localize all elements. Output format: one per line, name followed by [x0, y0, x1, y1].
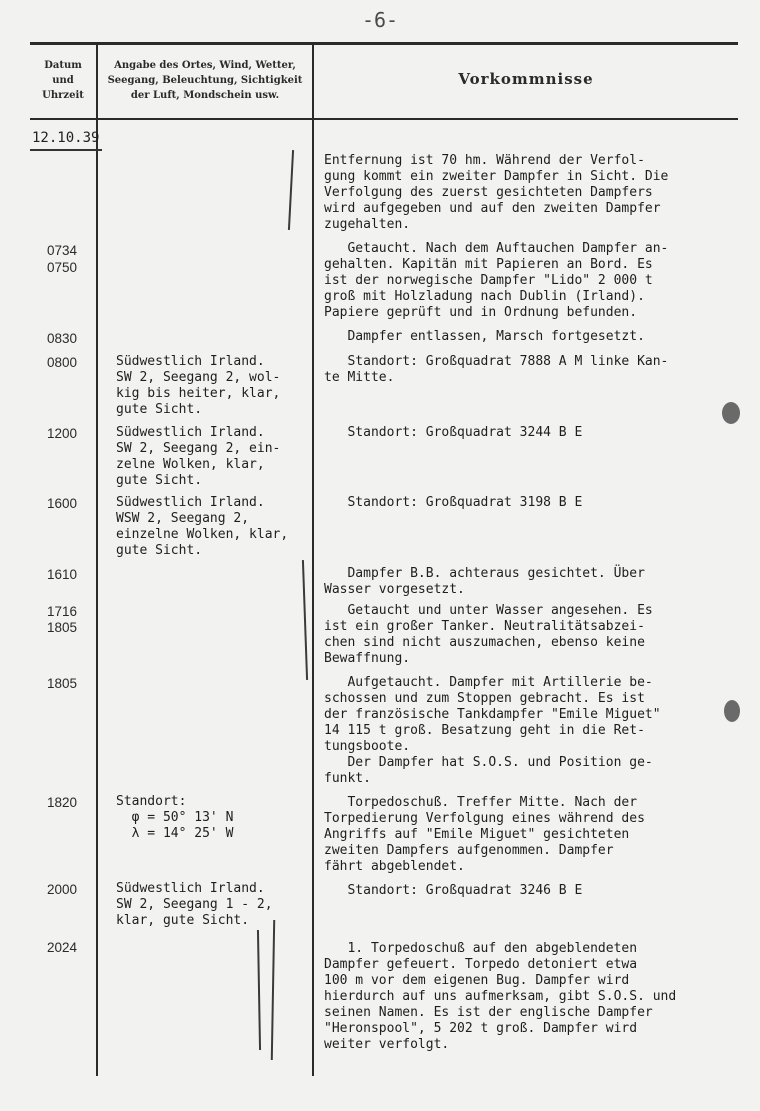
event-text: Entfernung ist 70 hm. Während der Verfol- gung kommt ein zweiter Dampfer in Sicht. Die Verfolgung des zuerst gesichteten Dampfers wird aufgegeben und auf den zweiten Dampfer zugehalten.: [324, 153, 669, 232]
location-weather-text: Südwestlich Irland. SW 2, Seegang 2, wol- kig bis heiter, klar, gute Sicht.: [116, 354, 281, 417]
pencil-stroke: [271, 920, 275, 1060]
column-divider-2: [312, 44, 314, 1076]
header-date-time: Datum und Uhrzeit: [42, 60, 84, 101]
entry-time: 1805: [47, 620, 78, 635]
entry-time: 1805: [47, 676, 78, 691]
pencil-stroke: [302, 560, 308, 680]
column-divider-1: [96, 44, 98, 1076]
punch-hole-mark: [722, 402, 740, 424]
event-text: Standort: Großquadrat 3198 B E: [324, 495, 583, 510]
entry-time: 1716: [47, 604, 78, 619]
location-weather-text: Südwestlich Irland. WSW 2, Seegang 2, einzelne Wolken, klar, gute Sicht.: [116, 495, 289, 558]
entry-time: 1200: [47, 426, 78, 441]
event-text: Standort: Großquadrat 3244 B E: [324, 425, 583, 440]
entry-time: 1610: [47, 567, 78, 582]
event-text: Getaucht. Nach dem Auftauchen Dampfer an- gehalten. Kapitän mit Papieren an Bord. Es ist der norwegische Dampfer "Lido" 2 000 t groß mit Holzladung nach Dublin (Irland). Papiere geprüft und in Ordnung befunden.: [324, 241, 669, 320]
entry-time: 0830: [47, 331, 78, 346]
log-date: 12.10.39: [32, 130, 100, 146]
event-text: Dampfer B.B. achteraus gesichtet. Über Wasser vorgesetzt.: [324, 566, 645, 597]
header-location-weather: Angabe des Ortes, Wind, Wetter, Seegang, Beleuchtung, Sichtigkeit der Luft, Mondschein usw.: [107, 60, 303, 101]
entry-time: 2000: [47, 882, 78, 897]
entry-time: 0734: [47, 243, 78, 258]
entry-time: 1600: [47, 496, 78, 511]
pencil-stroke: [257, 930, 261, 1050]
page-number: -6-: [361, 8, 399, 32]
header-events: Vorkommnisse: [458, 70, 594, 88]
table-top-rule: [30, 42, 738, 45]
entry-time: 0750: [47, 260, 78, 275]
location-weather-text: Standort: φ = 50° 13' N λ = 14° 25' W: [116, 794, 234, 841]
event-text: Dampfer entlassen, Marsch fortgesetzt.: [324, 329, 645, 344]
entry-time: 2024: [47, 940, 78, 955]
entry-time: 1820: [47, 795, 78, 810]
punch-hole-mark: [724, 700, 740, 722]
entry-time: 0800: [47, 355, 78, 370]
location-weather-text: Südwestlich Irland. SW 2, Seegang 1 - 2, klar, gute Sicht.: [116, 881, 273, 928]
event-text: 1. Torpedoschuß auf den abgeblendeten Dampfer gefeuert. Torpedo detoniert etwa 100 m vor dem eigenen Bug. Dampfer wird hierdurch auf uns aufmerksam, gibt S.O.S. und seinen Namen. Es ist der englische Dampfer "Heronspool", 5 202 t groß. Dampfer wird weiter verfolgt.: [324, 941, 677, 1052]
event-text: Standort: Großquadrat 3246 B E: [324, 883, 583, 898]
location-weather-text: Südwestlich Irland. SW 2, Seegang 2, ein- zelne Wolken, klar, gute Sicht.: [116, 425, 281, 488]
event-text: Standort: Großquadrat 7888 A M linke Kan- te Mitte.: [324, 354, 669, 385]
event-text: Torpedoschuß. Treffer Mitte. Nach der Torpedierung Verfolgung eines während des Angriffs auf "Emile Miguet" gesichteten zweiten Dampfers aufgenommen. Dampfer fährt abgeblendet.: [324, 795, 645, 874]
pencil-stroke: [288, 150, 294, 230]
date-underline: [30, 149, 102, 151]
header-rule: [30, 118, 738, 120]
event-text: Aufgetaucht. Dampfer mit Artillerie be- schossen und zum Stoppen gebracht. Es ist der französische Tankdampfer "Emile Miguet" 14 115 t groß. Besatzung geht in die Ret- tungsboote. Der Dampfer hat S.O.S. und Position ge- funkt.: [324, 675, 661, 786]
event-text: Getaucht und unter Wasser angesehen. Es ist ein großer Tanker. Neutralitätsabzei- chen sind nicht auszumachen, ebenso keine Bewaffnung.: [324, 603, 653, 666]
